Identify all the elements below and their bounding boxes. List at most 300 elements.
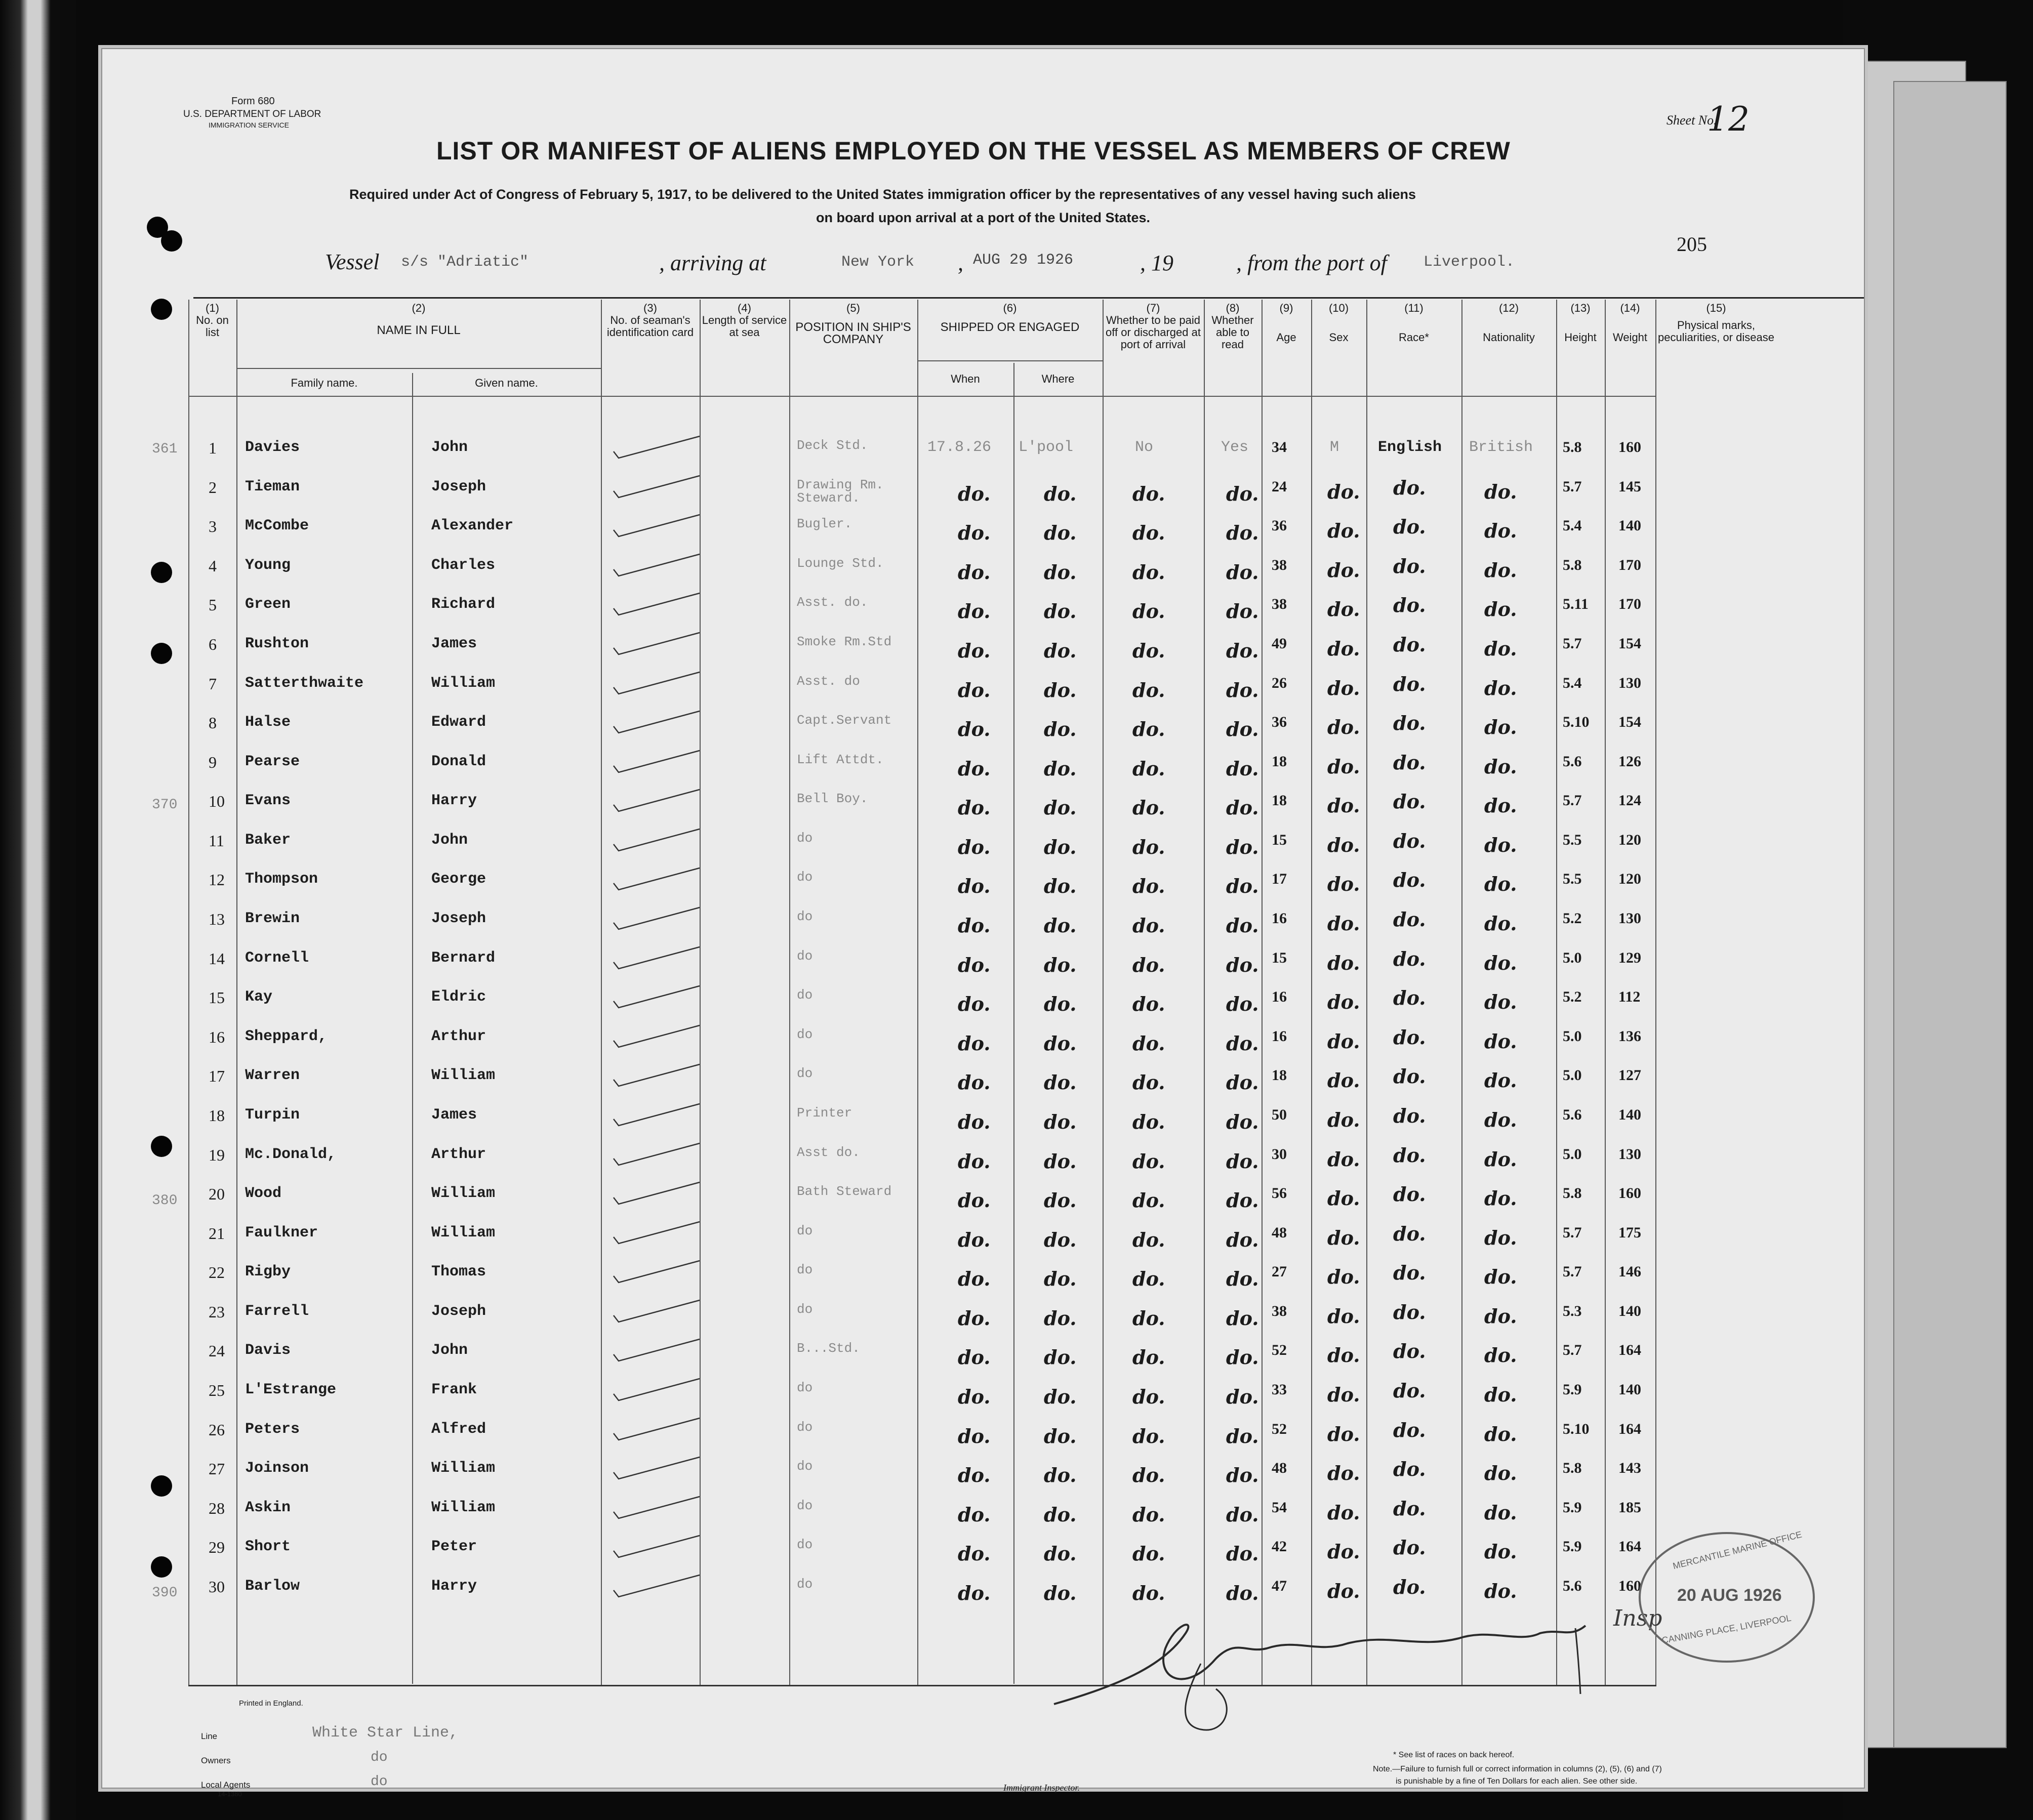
- subtitle-line-1: Required under Act of Congress of February 5, 1917, to be delivered to the United States immigration officer by the representatives of any vessel having such aliens: [349, 187, 1416, 202]
- row-number: 25: [209, 1381, 225, 1399]
- col-header-service: Length of service at sea: [702, 314, 787, 339]
- line-value: White Star Line,: [312, 1724, 459, 1742]
- given-name: Charles: [431, 557, 496, 574]
- col-line: [236, 300, 237, 1686]
- weight: 160: [1618, 1185, 1641, 1202]
- shipped-where: do.: [1044, 836, 1077, 858]
- family-name: Rigby: [245, 1263, 291, 1280]
- age: 36: [1272, 517, 1287, 534]
- weight: 120: [1618, 832, 1641, 848]
- check-mark-icon: [608, 1180, 710, 1210]
- position: do: [797, 909, 813, 924]
- nationality: do.: [1484, 1265, 1517, 1288]
- age: 36: [1272, 714, 1287, 730]
- sex: do.: [1327, 1226, 1360, 1249]
- col-line: [1311, 300, 1312, 1686]
- shipped-where: do.: [1044, 600, 1077, 623]
- able-to-read: do.: [1226, 875, 1259, 897]
- paid-off: do.: [1132, 1503, 1165, 1526]
- col-header-physical: Physical marks, peculiarities, or disease: [1658, 319, 1774, 344]
- able-to-read: do.: [1226, 1503, 1259, 1526]
- height: 5.7: [1563, 1224, 1582, 1241]
- able-to-read: do.: [1226, 1228, 1259, 1251]
- paid-off: do.: [1132, 1071, 1165, 1094]
- shipped-when: do.: [958, 1267, 991, 1290]
- paid-off: do.: [1132, 1032, 1165, 1055]
- shipped-when: 17.8.26: [927, 439, 992, 456]
- age: 54: [1272, 1499, 1287, 1516]
- sex: do.: [1327, 637, 1360, 660]
- row-number: 10: [209, 792, 225, 810]
- position: do: [797, 1459, 813, 1474]
- age: 38: [1272, 1303, 1287, 1319]
- weight: 170: [1618, 596, 1641, 612]
- liverpool-stamp: [1639, 1529, 1815, 1663]
- paid-off: do.: [1132, 1189, 1165, 1212]
- race: do.: [1393, 751, 1426, 774]
- race: do.: [1393, 555, 1426, 577]
- able-to-read: do.: [1226, 561, 1259, 584]
- row-number: 3: [209, 517, 217, 535]
- nationality: do.: [1484, 519, 1517, 542]
- nationality: do.: [1484, 1580, 1517, 1602]
- col-header-weight: Weight: [1612, 331, 1648, 344]
- position: B...Std.: [797, 1341, 860, 1356]
- row-number: 11: [209, 832, 224, 850]
- position: do: [797, 1302, 813, 1317]
- age: 18: [1272, 753, 1287, 770]
- line-label: Line: [201, 1731, 218, 1741]
- given-name: George: [431, 871, 486, 888]
- height: 5.4: [1563, 517, 1582, 534]
- header-bottom-rule: [188, 396, 1656, 397]
- height: 5.8: [1563, 557, 1582, 573]
- height: 5.0: [1563, 949, 1582, 966]
- check-mark-icon: [608, 630, 710, 660]
- weight: 185: [1618, 1499, 1641, 1516]
- check-mark-icon: [608, 434, 710, 464]
- given-name: James: [431, 635, 477, 652]
- height: 5.6: [1563, 1106, 1582, 1123]
- age: 33: [1272, 1381, 1287, 1398]
- shipped-where: L'pool: [1019, 439, 1074, 456]
- given-name: Alfred: [431, 1421, 486, 1438]
- shipped-where: do.: [1044, 639, 1077, 662]
- nationality: do.: [1484, 834, 1517, 856]
- able-to-read: do.: [1226, 796, 1259, 819]
- family-name: Pearse: [245, 753, 300, 770]
- family-name: Warren: [245, 1067, 300, 1084]
- col-num-12: (12): [1498, 302, 1519, 314]
- height: 5.2: [1563, 988, 1582, 1005]
- check-mark-icon: [608, 473, 710, 504]
- able-to-read: do.: [1226, 1189, 1259, 1212]
- shipped-where: do.: [1044, 796, 1077, 819]
- arrival-date: AUG 29 1926: [973, 252, 1074, 269]
- nationality: do.: [1484, 912, 1517, 935]
- col-line: [601, 300, 602, 1686]
- sex: do.: [1327, 1423, 1360, 1445]
- height: 5.0: [1563, 1028, 1582, 1045]
- sex: do.: [1327, 794, 1360, 817]
- sheet-label: Sheet No.: [1666, 113, 1717, 128]
- row-number: 29: [209, 1538, 225, 1556]
- shipped-where: do.: [1044, 1307, 1077, 1330]
- agents-code: 14-1380: [218, 1790, 242, 1798]
- height: 5.10: [1563, 1421, 1590, 1437]
- check-mark-icon: [608, 552, 710, 582]
- stamp-bottom-text: CANNING PLACE, LIVERPOOL: [1661, 1612, 1792, 1646]
- paid-off: do.: [1132, 561, 1165, 584]
- weight: 140: [1618, 1303, 1641, 1319]
- shipped-when: do.: [958, 796, 991, 819]
- position: Capt.Servant: [797, 713, 892, 728]
- sex: do.: [1327, 1187, 1360, 1210]
- race: do.: [1393, 1340, 1426, 1362]
- family-name: Evans: [245, 792, 291, 809]
- given-name: Arthur: [431, 1146, 486, 1163]
- sex: M: [1330, 439, 1339, 456]
- adjacent-page-left: [0, 0, 76, 1820]
- age: 15: [1272, 832, 1287, 848]
- col-num-11: (11): [1404, 302, 1424, 314]
- row-number: 4: [209, 557, 217, 575]
- paid-off: do.: [1132, 1110, 1165, 1133]
- able-to-read: do.: [1226, 521, 1259, 544]
- paid-off: do.: [1132, 1425, 1165, 1447]
- sex: do.: [1327, 1108, 1360, 1131]
- nationality: do.: [1484, 1501, 1517, 1524]
- col-line: [1461, 300, 1462, 1686]
- page-title: LIST OR MANIFEST OF ALIENS EMPLOYED ON THE VESSEL AS MEMBERS OF CREW: [436, 137, 1511, 165]
- sex: do.: [1327, 990, 1360, 1013]
- race: do.: [1393, 673, 1426, 695]
- race: English: [1378, 439, 1442, 456]
- height: 5.5: [1563, 832, 1582, 848]
- position: Asst. do: [797, 674, 860, 689]
- shipped-where: do.: [1044, 875, 1077, 897]
- age: 24: [1272, 478, 1287, 495]
- paid-off: do.: [1132, 954, 1165, 976]
- race: do.: [1393, 1183, 1426, 1206]
- age: 52: [1272, 1342, 1287, 1358]
- row-number: 9: [209, 753, 217, 771]
- races-note: * See list of races on back hereof.: [1393, 1751, 1515, 1759]
- position: Lounge Std.: [797, 556, 884, 571]
- punch-hole: [151, 299, 172, 320]
- check-mark-icon: [608, 905, 710, 935]
- able-to-read: do.: [1226, 1110, 1259, 1133]
- shipped-when: do.: [958, 1071, 991, 1094]
- given-name: Frank: [431, 1381, 477, 1398]
- given-name: William: [431, 1067, 496, 1084]
- position: Asst do.: [797, 1145, 860, 1160]
- height: 5.11: [1563, 596, 1589, 612]
- col-num-8: (8): [1226, 302, 1240, 314]
- family-name: Peters: [245, 1421, 300, 1438]
- shipped-when: do.: [958, 521, 991, 544]
- shipped-where: do.: [1044, 1032, 1077, 1055]
- family-name: Cornell: [245, 949, 309, 967]
- age: 17: [1272, 871, 1287, 887]
- family-name: Green: [245, 596, 291, 613]
- owners-label: Owners: [201, 1756, 231, 1765]
- sex: do.: [1327, 1148, 1360, 1171]
- family-name: Joinson: [245, 1460, 309, 1477]
- paid-off: do.: [1132, 796, 1165, 819]
- inspector-label: Immigrant Inspector.: [1003, 1783, 1080, 1793]
- position: Asst. do.: [797, 595, 868, 610]
- position: Smoke Rm.Std: [797, 634, 892, 649]
- family-name: Barlow: [245, 1578, 300, 1595]
- given-name: Arthur: [431, 1028, 486, 1045]
- col-num-6: (6): [1003, 302, 1017, 314]
- weight: 130: [1618, 910, 1641, 927]
- weight: 164: [1618, 1342, 1641, 1358]
- name-sub-rule: [236, 368, 601, 369]
- able-to-read: do.: [1226, 1071, 1259, 1094]
- position: Drawing Rm. Steward.: [797, 477, 884, 506]
- row-number: 21: [209, 1224, 225, 1243]
- position: do: [797, 948, 813, 964]
- race: do.: [1393, 1536, 1426, 1559]
- nationality: do.: [1484, 480, 1517, 503]
- family-name: Halse: [245, 714, 291, 731]
- nationality: do.: [1484, 1462, 1517, 1484]
- shipped-where: do.: [1044, 1582, 1077, 1604]
- sex: do.: [1327, 1265, 1360, 1288]
- nationality: do.: [1484, 1344, 1517, 1367]
- shipped-when: do.: [958, 914, 991, 937]
- col-header-height: Height: [1564, 331, 1597, 344]
- able-to-read: do.: [1226, 1150, 1259, 1173]
- row-number: 15: [209, 988, 225, 1007]
- age: 18: [1272, 792, 1287, 809]
- nationality: do.: [1484, 1069, 1517, 1092]
- height: 5.3: [1563, 1303, 1582, 1319]
- race: do.: [1393, 633, 1426, 656]
- given-name: Edward: [431, 714, 486, 731]
- nationality: do.: [1484, 1226, 1517, 1249]
- race: do.: [1393, 1222, 1426, 1245]
- able-to-read: do.: [1226, 954, 1259, 976]
- row-number: 19: [209, 1146, 225, 1164]
- sex: do.: [1327, 480, 1360, 503]
- shipped-when: do.: [958, 836, 991, 858]
- shipped-where: do.: [1044, 757, 1077, 780]
- shipped-where: do.: [1044, 521, 1077, 544]
- weight: 146: [1618, 1263, 1641, 1280]
- nationality: do.: [1484, 1383, 1517, 1406]
- paid-off: do.: [1132, 482, 1165, 505]
- able-to-read: do.: [1226, 1464, 1259, 1486]
- row-number: 1: [209, 439, 217, 457]
- age: 16: [1272, 910, 1287, 927]
- height: 5.4: [1563, 675, 1582, 691]
- race: do.: [1393, 790, 1426, 813]
- given-name: Joseph: [431, 910, 486, 927]
- underlying-page-2: [1893, 81, 2007, 1748]
- position: do: [797, 1380, 813, 1395]
- row-number: 13: [209, 910, 225, 928]
- height: 5.9: [1563, 1499, 1582, 1516]
- race: do.: [1393, 1301, 1426, 1323]
- given-name: William: [431, 675, 496, 692]
- shipped-where: do.: [1044, 1071, 1077, 1094]
- able-to-read: do.: [1226, 1346, 1259, 1369]
- shipped-where: do.: [1044, 914, 1077, 937]
- position: Lift Attdt.: [797, 752, 884, 767]
- sex: do.: [1327, 559, 1360, 582]
- able-to-read: do.: [1226, 992, 1259, 1015]
- check-mark-icon: [608, 983, 710, 1014]
- family-name: Tieman: [245, 478, 300, 495]
- check-mark-icon: [608, 709, 710, 739]
- vessel-name: s/s "Adriatic": [401, 254, 529, 271]
- departure-port: Liverpool.: [1424, 254, 1515, 271]
- weight: 164: [1618, 1538, 1641, 1555]
- family-name: Baker: [245, 832, 291, 849]
- given-name: William: [431, 1185, 496, 1202]
- position: do: [797, 1498, 813, 1513]
- check-mark-icon: [608, 1219, 710, 1250]
- height: 5.7: [1563, 1342, 1582, 1358]
- paid-off: do.: [1132, 1307, 1165, 1330]
- shipped-where: do.: [1044, 482, 1077, 505]
- age: 16: [1272, 988, 1287, 1005]
- col-line: [1204, 300, 1205, 1686]
- owners-value: do: [371, 1750, 388, 1765]
- position: do: [797, 1223, 813, 1238]
- row-number: 23: [209, 1303, 225, 1321]
- height: 5.8: [1563, 1460, 1582, 1476]
- weight: 126: [1618, 753, 1641, 770]
- weight: 164: [1618, 1421, 1641, 1437]
- col-header-id-card: No. of seaman's identification card: [606, 314, 694, 339]
- family-name: Wood: [245, 1185, 282, 1202]
- nationality: do.: [1484, 1187, 1517, 1210]
- age: 38: [1272, 596, 1287, 612]
- check-mark-icon: [608, 826, 710, 857]
- position: Deck Std.: [797, 438, 868, 453]
- weight: 143: [1618, 1460, 1641, 1476]
- nationality: do.: [1484, 990, 1517, 1013]
- punch-hole: [151, 1475, 172, 1497]
- insp-note: Insp: [1613, 1605, 1662, 1631]
- weight: 140: [1618, 517, 1641, 534]
- weight: 170: [1618, 557, 1641, 573]
- check-mark-icon: [608, 1416, 710, 1446]
- shipped-when: do.: [958, 1307, 991, 1330]
- age: 49: [1272, 635, 1287, 652]
- height: 5.0: [1563, 1067, 1582, 1084]
- punch-hole: [151, 1136, 172, 1157]
- paid-off: do.: [1132, 875, 1165, 897]
- year-label: , 19: [1140, 251, 1173, 275]
- check-mark-icon: [608, 512, 710, 543]
- height: 5.7: [1563, 792, 1582, 809]
- nationality: British: [1469, 439, 1533, 456]
- row-number: 18: [209, 1106, 225, 1125]
- col-header-nationality: Nationality: [1483, 331, 1535, 344]
- shipped-when: do.: [958, 1385, 991, 1408]
- punch-hole: [151, 643, 172, 664]
- weight: 140: [1618, 1106, 1641, 1123]
- paid-off: do.: [1132, 757, 1165, 780]
- arrival-port: New York: [841, 254, 915, 271]
- department: U.S. DEPARTMENT OF LABOR: [183, 109, 321, 119]
- paid-off: do.: [1132, 992, 1165, 1015]
- family-name: Young: [245, 557, 291, 574]
- col-header-sex: Sex: [1329, 331, 1349, 344]
- col-line: [1013, 363, 1014, 1684]
- col-line: [1655, 300, 1656, 1686]
- race: do.: [1393, 712, 1426, 734]
- arriving-label: , arriving at: [659, 251, 766, 275]
- race: do.: [1393, 868, 1426, 891]
- nationality: do.: [1484, 794, 1517, 817]
- sex: do.: [1327, 912, 1360, 935]
- able-to-read: do.: [1226, 1425, 1259, 1447]
- col-header-paid-off: Whether to be paid off or discharged at port of arrival: [1106, 314, 1201, 351]
- given-name: Joseph: [431, 1303, 486, 1320]
- shipped-where: do.: [1044, 1542, 1077, 1565]
- col-line: [1556, 300, 1557, 1686]
- shipped-where: do.: [1044, 1189, 1077, 1212]
- nationality: do.: [1484, 1108, 1517, 1131]
- given-name: Harry: [431, 1578, 477, 1595]
- position: Bath Steward: [797, 1184, 892, 1199]
- nationality: do.: [1484, 1305, 1517, 1328]
- race: do.: [1393, 1379, 1426, 1402]
- age: 52: [1272, 1421, 1287, 1437]
- race: do.: [1393, 515, 1426, 538]
- able-to-read: do.: [1226, 639, 1259, 662]
- paid-off: do.: [1132, 1150, 1165, 1173]
- sex: do.: [1327, 1069, 1360, 1092]
- vessel-label: Vessel: [325, 250, 380, 274]
- able-to-read: do.: [1226, 1307, 1259, 1330]
- nationality: do.: [1484, 755, 1517, 778]
- shipped-when: do.: [958, 1542, 991, 1565]
- able-to-read: do.: [1226, 914, 1259, 937]
- position: do: [797, 1027, 813, 1042]
- check-mark-icon: [608, 944, 710, 975]
- manifest-sheet: [101, 48, 1865, 1798]
- col-num-13: (13): [1570, 302, 1591, 314]
- able-to-read: do.: [1226, 679, 1259, 701]
- shipped-when: do.: [958, 1582, 991, 1604]
- sex: do.: [1327, 677, 1360, 699]
- position: do: [797, 870, 813, 885]
- position: do: [797, 1262, 813, 1277]
- shipped-when: do.: [958, 1110, 991, 1133]
- shipped-when: do.: [958, 1503, 991, 1526]
- sex: do.: [1327, 1540, 1360, 1563]
- race: do.: [1393, 908, 1426, 931]
- shipped-where: do.: [1044, 1228, 1077, 1251]
- col-num-9: (9): [1279, 302, 1293, 314]
- check-mark-icon: [608, 1455, 710, 1485]
- col-num-5: (5): [846, 302, 860, 314]
- paid-off: do.: [1132, 600, 1165, 623]
- shipped-when: do.: [958, 600, 991, 623]
- race: do.: [1393, 1458, 1426, 1480]
- paid-off: do.: [1132, 1542, 1165, 1565]
- nationality: do.: [1484, 1030, 1517, 1053]
- col-num-14: (14): [1620, 302, 1640, 314]
- shipped-when: do.: [958, 1464, 991, 1486]
